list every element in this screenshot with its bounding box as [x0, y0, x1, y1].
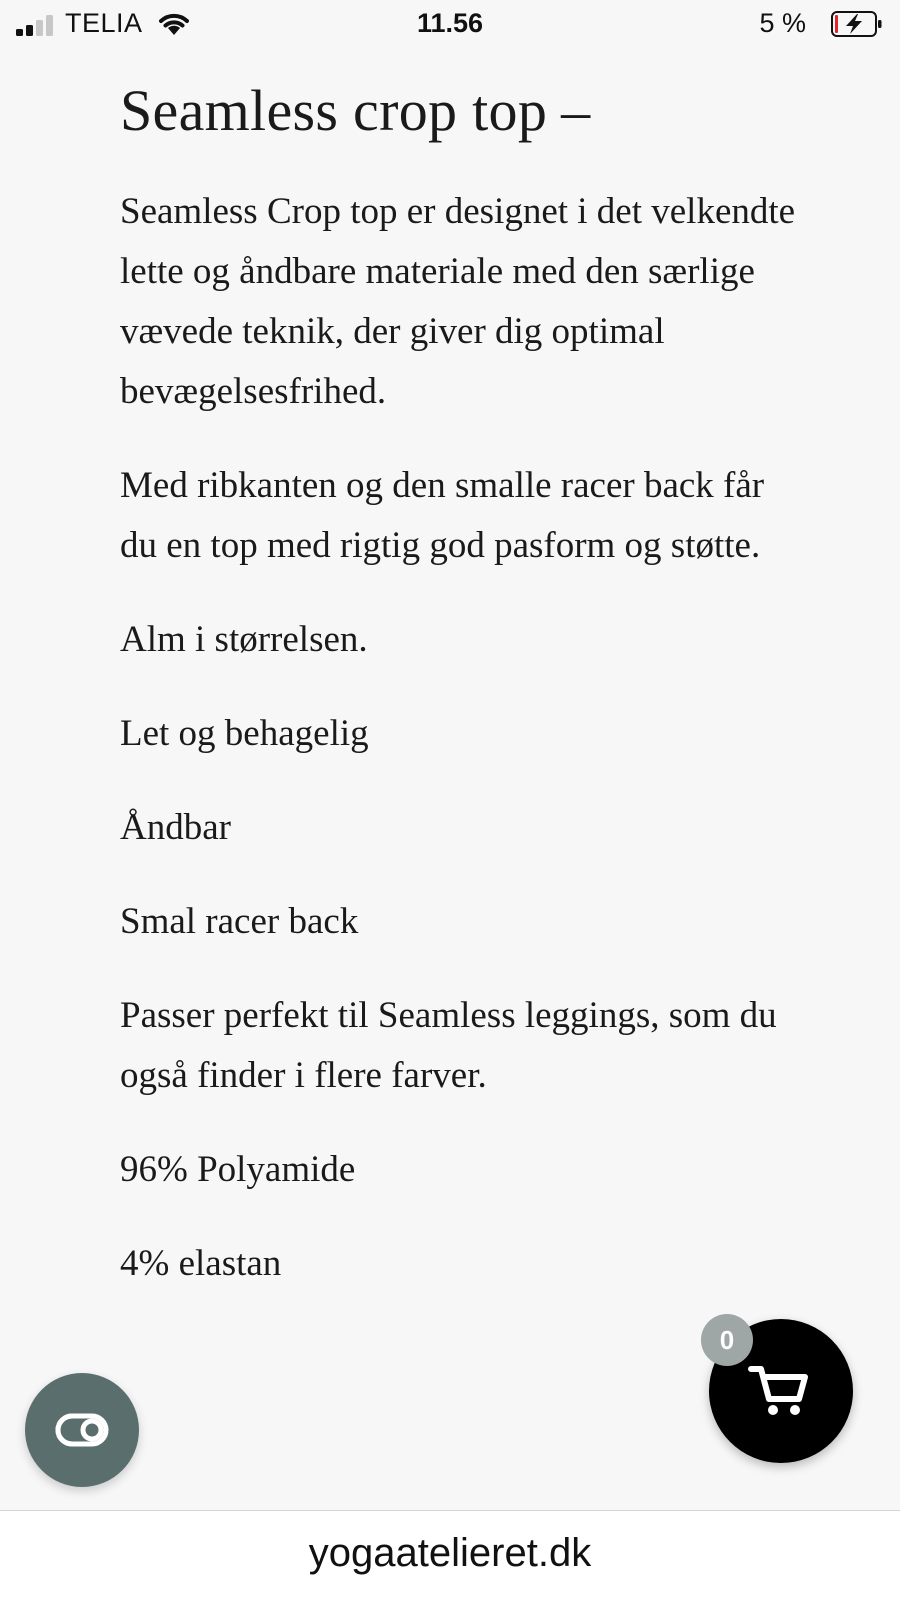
url-text[interactable]: yogaatelieret.dk — [308, 1531, 592, 1575]
cart-count-badge[interactable]: 0 — [701, 1314, 753, 1366]
product-description — [120, 182, 800, 1294]
description-paragraph: Med ribkanten og den smalle racer back får du en top med rigtig god pasform og støtte. — [120, 465, 765, 566]
status-time: 11.56 — [416, 8, 484, 38]
status-bar — [0, 0, 900, 48]
shopping-cart-icon — [747, 1363, 813, 1419]
browser-address-bar[interactable] — [0, 1510, 900, 1600]
description-paragraph: Passer perfekt til Seamless leggings, som du også finder i flere farver. — [120, 995, 777, 1096]
product-title[interactable] — [120, 72, 800, 150]
battery-charging-icon — [831, 11, 883, 37]
battery-percentage: 5 % — [759, 8, 806, 38]
accessibility-button[interactable] — [25, 1373, 139, 1487]
description-paragraph: Alm i størrelsen. — [120, 619, 368, 660]
collapse-toggle-icon[interactable]: – — [561, 78, 591, 143]
product-description-section — [120, 72, 800, 1328]
carrier-name: TELIA — [65, 8, 143, 38]
description-paragraph: Let og behagelig — [120, 713, 369, 754]
description-paragraph: 96% Polyamide — [120, 1149, 356, 1190]
description-paragraph: 4% elastan — [120, 1243, 282, 1284]
product-title-text: Seamless crop top — [120, 78, 548, 143]
accessibility-toggle-icon — [52, 1410, 112, 1450]
description-paragraph: Åndbar — [120, 807, 231, 848]
description-paragraph: Smal racer back — [120, 901, 359, 942]
description-paragraph: Seamless Crop top er designet i det velkendte lette og åndbare materiale med den særlige vævede teknik, der giver dig optimal bevægelsesfrihed. — [120, 191, 796, 412]
